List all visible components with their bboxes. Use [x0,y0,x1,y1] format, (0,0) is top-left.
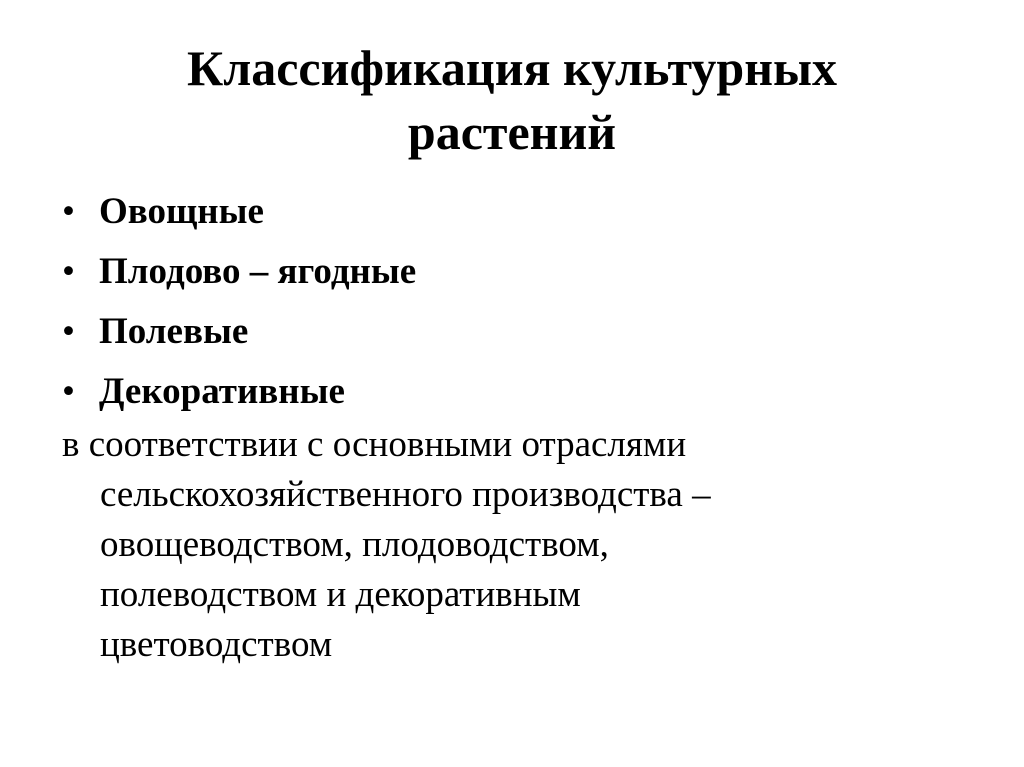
paragraph-line: в соответствии с основными отраслями [62,424,687,465]
bullet-icon: • [62,311,75,352]
paragraph-line: сельскохозяйственного производства – [100,474,711,515]
description-paragraph [62,420,962,670]
slide-title [112,36,912,164]
bullet-icon: • [62,371,75,412]
bullet-icon: • [62,251,75,292]
bullet-icon: • [62,191,75,232]
paragraph-line: цветоводством [100,624,333,665]
bullet-label: Декоративные [99,371,345,412]
paragraph-line: овощеводством, плодоводством, [100,524,609,565]
bullet-label: Плодово – ягодные [99,251,417,292]
bullet-label: Полевые [99,311,249,352]
paragraph-line: полеводством и декоративным [100,574,581,615]
title-line: растений [407,104,617,160]
bullet-label: Овощные [99,191,264,232]
title-line: Классификация культурных [186,40,838,96]
